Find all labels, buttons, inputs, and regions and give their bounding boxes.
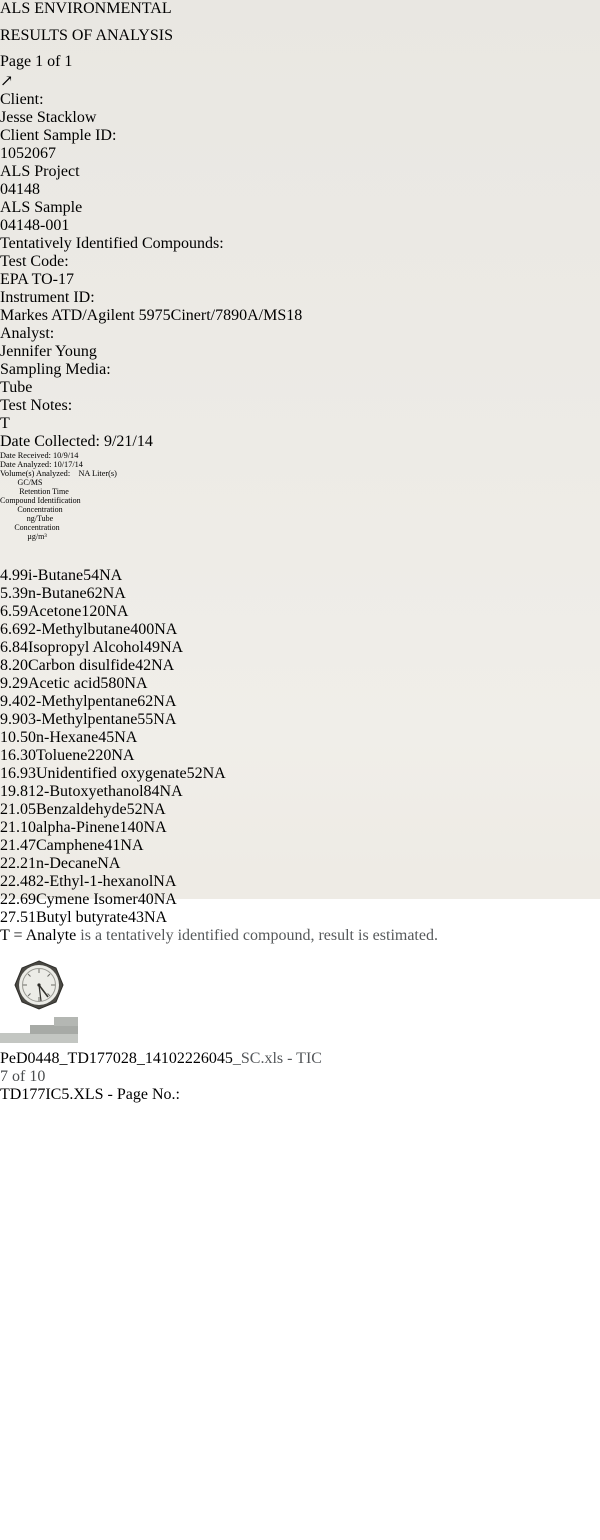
field-value: T [0, 415, 10, 432]
column-header-ug: Concentration [14, 523, 60, 532]
field-label: Analyst: [0, 325, 55, 342]
sticker-dot [0, 1516, 24, 1540]
redacted-column-header [0, 541, 36, 548]
table-row: 6.692-Methylbutane400NA [0, 620, 178, 638]
column-header-rt2: Retention Time [19, 487, 69, 496]
column-header-ug2: µg/m³ [27, 532, 47, 541]
footer-file-ref: TD177IC5.XLS - Page No.: [0, 1085, 180, 1103]
table-row: 9.29Acetic acid580NA [0, 674, 148, 692]
sticker-dot [0, 1490, 26, 1516]
table-row: 27.51Butyl butyrate43NA [0, 908, 168, 926]
als-sample-label: ALS Sample [0, 199, 83, 216]
als-sample-value: 04148-001 [0, 217, 70, 234]
table-row: 8.20Carbon disulfide42NA [0, 656, 175, 674]
field-value: Jennifer Young [0, 343, 97, 360]
footnote-text: is a tentatively identified compound, result is estimated. [76, 926, 438, 944]
field-value-smudged: inert/7890A/MS18 [181, 307, 303, 324]
table-row: 21.47Camphene41NA [0, 836, 144, 854]
punched-hole [0, 1104, 36, 1140]
field-value: 9/21/14 [103, 433, 153, 450]
field-label: Date Collected: [0, 433, 100, 450]
table-row: 4.99i-Butane54NA [0, 566, 123, 584]
table-row: 5.39n-Butane62NA [0, 584, 126, 602]
als-project-value: 04148 [0, 181, 40, 198]
table-row: 19.812-Butoxyethanol84NA [0, 782, 183, 800]
sticker-dot [0, 1436, 26, 1462]
field-value: Tube [0, 379, 33, 396]
page-line: Page 1 of 1 [0, 53, 73, 70]
table-row: 9.402-Methylpentane62NA [0, 692, 177, 710]
gallery-floor [0, 872, 600, 899]
table-row: 22.21n-DecaneNA [0, 854, 121, 872]
table-row: 16.93Unidentified oxygenate52NA [0, 764, 226, 782]
table-row: 21.05Benzaldehyde52NA [0, 800, 166, 818]
rule-smudge [0, 558, 265, 562]
field-label: Date Received: [0, 451, 51, 460]
field-label: Instrument ID: [0, 289, 95, 306]
sticker-dot [0, 1462, 28, 1490]
footer-filename-smudged: PeD0448_TD177028_14102226045 [0, 1049, 233, 1067]
redaction-smudge [0, 18, 30, 27]
client-label: Client: [0, 91, 44, 108]
clock-illustration [0, 945, 78, 1045]
field-label: Volume(s) Analyzed: [0, 469, 71, 478]
report-title: RESULTS OF ANALYSIS [0, 27, 173, 44]
client-sample-value: 1052067 [0, 145, 56, 162]
column-header-ng: Concentration [17, 505, 63, 514]
sticker-dot [0, 1324, 28, 1352]
footnote-lead: T = Analyte [0, 926, 77, 944]
table-row: 9.903-Methylpentane55NA [0, 710, 177, 728]
punched-hole [0, 1180, 34, 1214]
table-row: 6.84Isopropyl Alcohol49NA [0, 638, 184, 656]
footer-filename: _SC.xls - TIC [232, 1049, 322, 1067]
clock-photo [0, 945, 600, 1050]
column-header-rt: GC/MS [17, 478, 43, 487]
section-title: Tentatively Identified Compounds: [0, 235, 224, 252]
als-project-label: ALS Project [0, 163, 80, 180]
table-row: 22.69Cymene Isomer40NA [0, 890, 177, 908]
redacted-column-header [0, 548, 48, 556]
table-row: 21.10alpha-Pinene140NA [0, 818, 167, 836]
footer-page-count: 7 of 10 [0, 1067, 46, 1085]
column-header-ng2: ng/Tube [26, 514, 54, 523]
field-value: 10/9/14 [53, 451, 79, 460]
sticker-dot [0, 1352, 28, 1380]
field-label: Test Notes: [0, 397, 73, 414]
field-value: EPA TO-17 [0, 271, 74, 288]
sticker-dot [0, 1408, 28, 1436]
field-label: Test Code: [0, 253, 69, 270]
redaction-smudge [0, 45, 26, 53]
punched-hole [0, 1286, 38, 1324]
table-row: 22.482-Ethyl-1-hexanolNA [0, 872, 177, 890]
field-label: Sampling Media: [0, 361, 111, 378]
field-value: 10/17/14 [53, 460, 83, 469]
table-row: 10.50n-Hexane45NA [0, 728, 138, 746]
client-value: Jesse Stacklow [0, 109, 97, 126]
client-sample-label: Client Sample ID: [0, 127, 117, 144]
field-label: Date Analyzed: [0, 460, 52, 469]
punched-hole [0, 1140, 40, 1180]
field-value: Markes ATD/Agilent 5975C [0, 307, 182, 324]
punched-hole [0, 1214, 38, 1252]
field-value: NA Liter(s) [78, 469, 117, 478]
sticker-dot [0, 1380, 28, 1408]
punched-hole [0, 1252, 34, 1286]
column-header-compound: Compound Identification [0, 496, 81, 505]
table-row: 6.59Acetone120NA [0, 602, 129, 620]
rule-smudge [0, 563, 235, 567]
pen-arrow-mark: ↗ [0, 73, 14, 90]
table-row: 16.30Toluene220NA [0, 746, 135, 764]
company-name: ALS ENVIRONMENTAL [0, 0, 172, 17]
